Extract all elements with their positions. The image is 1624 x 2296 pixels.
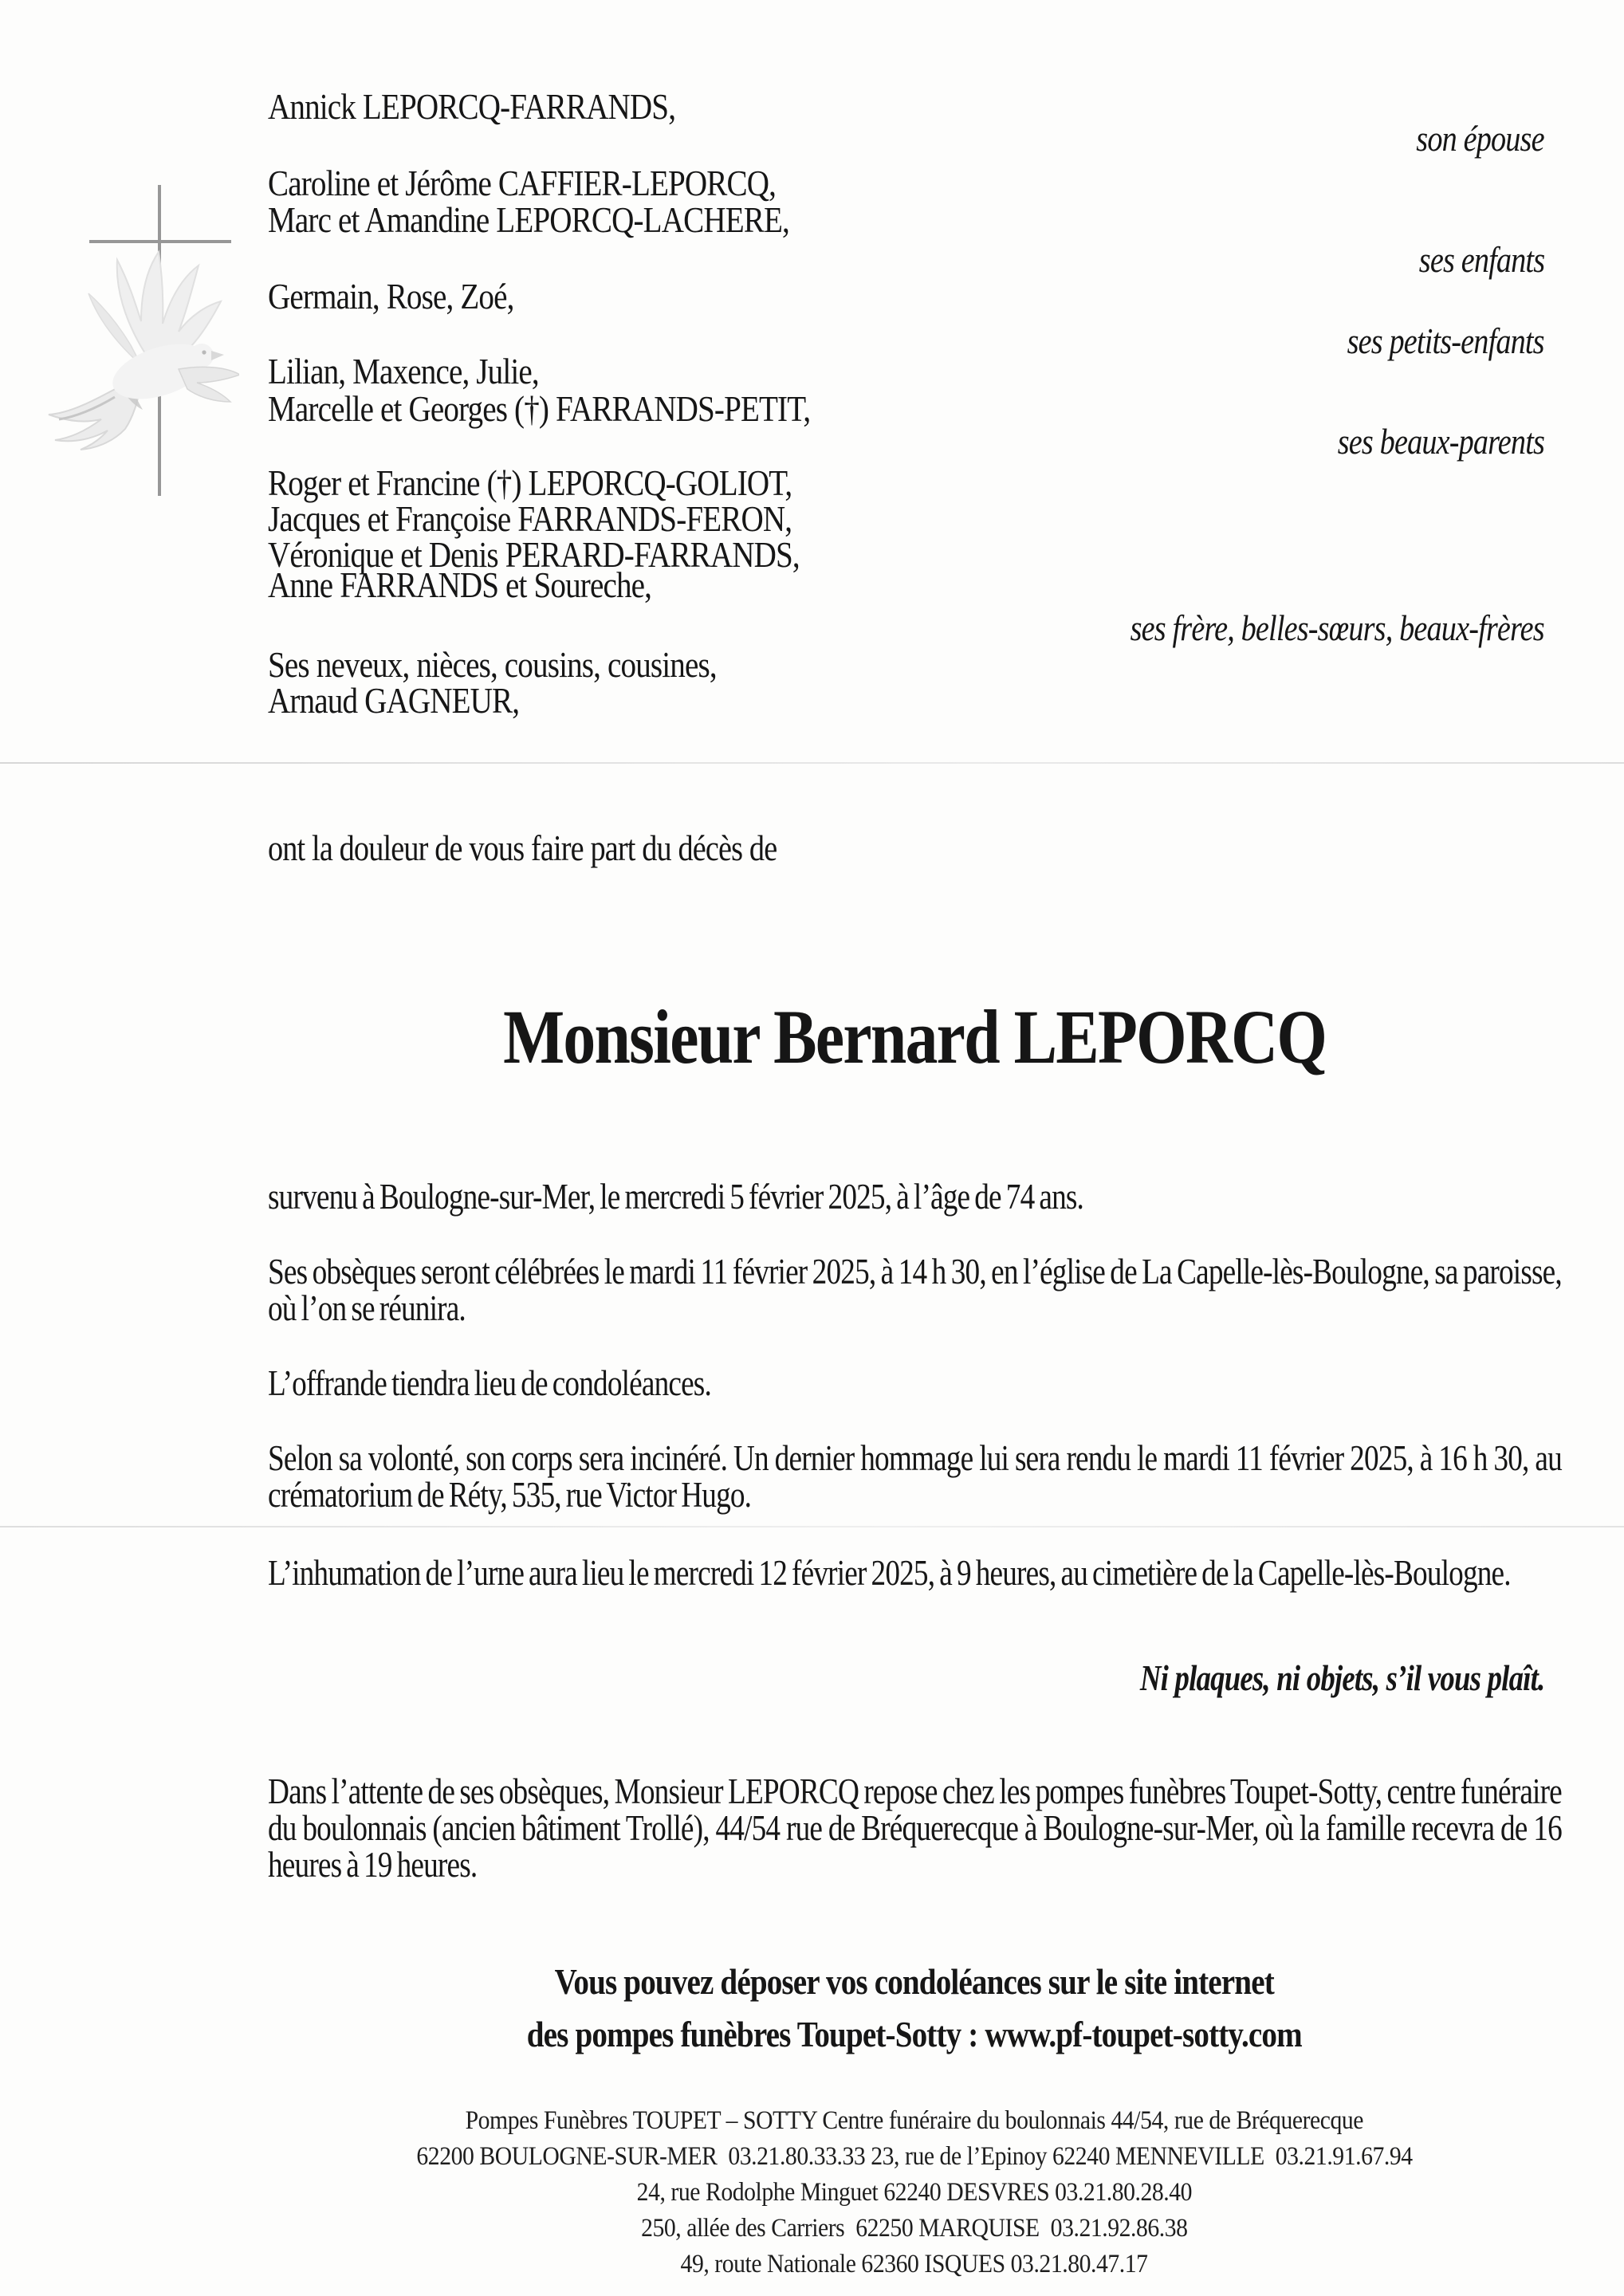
paragraph-offering: L’offrande tiendra lieu de condoléances. bbox=[268, 1363, 711, 1403]
family-name-line: Germain, Rose, Zoé, bbox=[268, 276, 514, 316]
paragraph-death-details: survenu à Boulogne-sur-Mer, le mercredi 5 février 2025, à l’âge de 74 ans. bbox=[268, 1177, 1084, 1217]
paragraph-urn-burial: L’inhumation de l’urne aura lieu le mercredi 12 février 2025, à 9 heures, au cimetière de la Capelle-lès-Boulogne. bbox=[268, 1553, 1511, 1593]
deceased-name-title-wrap bbox=[268, 994, 1561, 1079]
family-name-line: Jacques et Françoise FARRANDS-FERON, bbox=[268, 498, 792, 539]
relation-label-parents-in-law: ses beaux-parents bbox=[1337, 422, 1544, 462]
family-name-line: Véronique et Denis PERARD-FARRANDS, bbox=[268, 534, 800, 575]
footer-funeral-home-line bbox=[268, 2105, 1561, 2137]
footer-address-line bbox=[268, 2141, 1561, 2172]
paragraph-funeral-service: Ses obsèques seront célébrées le mardi 11 février 2025, à 14 h 30, en l’église de La Capelle-lès-Boulogne, sa paroisse, où l’on se réunira. bbox=[268, 1252, 1562, 1328]
condolences-line-2-wrap bbox=[268, 2015, 1561, 2054]
no-plaques-notice: Ni plaques, ni objets, s’il vous plaît. bbox=[1139, 1657, 1544, 1698]
deceased-name-title: Monsieur Bernard LEPORCQ bbox=[502, 994, 1327, 1079]
cross-icon-bar bbox=[89, 240, 231, 243]
footer-address-line bbox=[268, 2248, 1561, 2280]
footer-address-line bbox=[268, 2212, 1561, 2244]
family-name-line: Arnaud GAGNEUR, bbox=[268, 680, 520, 721]
condolences-line-1-wrap bbox=[268, 1963, 1561, 2001]
family-name-line: Lilian, Maxence, Julie, bbox=[268, 351, 539, 391]
family-name-line: Marc et Amandine LEPORCQ-LACHERE, bbox=[268, 199, 789, 240]
announcement-line: ont la douleur de vous faire part du décès de bbox=[268, 828, 777, 868]
scan-divider-line bbox=[0, 762, 1624, 764]
scan-divider-line bbox=[0, 1526, 1624, 1527]
dove-icon bbox=[38, 246, 239, 453]
footer-text: 62200 BOULOGNE-SUR-MER 03.21.80.33.33 23, rue de l’Epinoy 62240 MENNEVILLE 03.21.91.67.94 bbox=[416, 2142, 1413, 2171]
family-name-line: Ses neveux, nièces, cousins, cousines, bbox=[268, 644, 717, 685]
relation-label-spouse: son épouse bbox=[1416, 119, 1544, 159]
paragraph-cremation: Selon sa volonté, son corps sera incinéré. Un dernier hommage lui sera rendu le mardi 11 février 2025, à 16 h 30, au crématorium de Réty, 535, rue Victor Hugo. bbox=[268, 1438, 1562, 1515]
family-name-line: Caroline et Jérôme CAFFIER-LEPORCQ, bbox=[268, 163, 777, 203]
relation-label-children: ses enfants bbox=[1418, 240, 1544, 280]
paragraph-repose-location: Dans l’attente de ses obsèques, Monsieur LEPORCQ repose chez les pompes funèbres Toupet-Sotty, centre funéraire du boulonnais (ancien bâtiment Trollé), 44/54 rue de Bréquerecque à Boulogne-sur-Mer, où la famille recevra de 16 heures à 19 heures. bbox=[268, 1771, 1562, 1885]
relation-label-grandchildren: ses petits-enfants bbox=[1347, 321, 1544, 361]
footer-text: 24, rue Rodolphe Minguet 62240 DESVRES 03.21.80.28.40 bbox=[636, 2178, 1193, 2207]
relation-label-siblings: ses frère, belles-sœurs, beaux-frères bbox=[1130, 608, 1544, 648]
footer-address-line bbox=[268, 2176, 1561, 2208]
footer-text: Pompes Funèbres TOUPET – SOTTY Centre funéraire du boulonnais 44/54, rue de Bréquerecque bbox=[465, 2106, 1364, 2135]
footer-text: 250, allée des Carriers 62250 MARQUISE 03.21.92.86.38 bbox=[641, 2214, 1188, 2243]
condolences-website-line: des pompes funèbres Toupet-Sotty : www.pf-toupet-sotty.com bbox=[526, 2014, 1303, 2054]
footer-text: 49, route Nationale 62360 ISQUES 03.21.80.47.17 bbox=[680, 2250, 1148, 2278]
family-name-line: Roger et Francine (†) LEPORCQ-GOLIOT, bbox=[268, 462, 792, 503]
family-name-line: Annick LEPORCQ-FARRANDS, bbox=[268, 86, 676, 127]
condolences-line-1: Vous pouvez déposer vos condoléances sur le site internet bbox=[554, 1961, 1275, 2002]
family-name-line: Marcelle et Georges (†) FARRANDS-PETIT, bbox=[268, 388, 811, 429]
family-name-line: Anne FARRANDS et Soureche, bbox=[268, 564, 652, 605]
